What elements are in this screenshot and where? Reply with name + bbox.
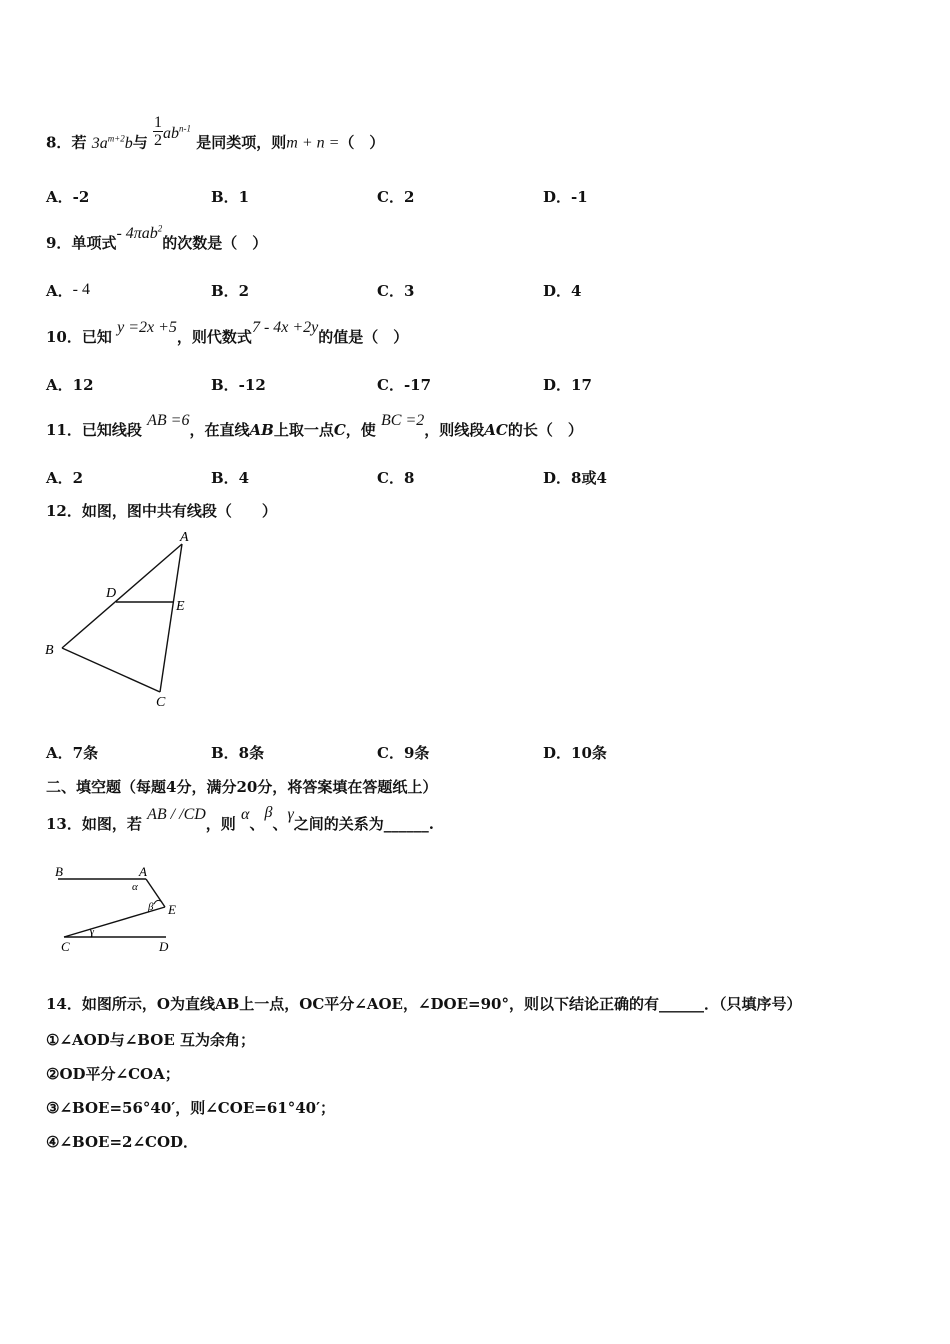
- q12-figure: [40, 524, 200, 714]
- q12-label-b: B: [45, 643, 54, 658]
- q12-option-a: A．7条: [46, 744, 99, 762]
- q13-suffix: 之间的关系为______.: [293, 815, 434, 833]
- q11-point-c: C: [333, 421, 346, 439]
- q11-option-c: C．8: [377, 469, 415, 487]
- q8-monomial-1: $3a^{m+2}b$: [91, 133, 133, 152]
- q13-label-a: A: [139, 864, 147, 879]
- q13-gamma: γ: [287, 806, 294, 823]
- q12-label-d: D: [106, 586, 117, 601]
- q8-option-b: B．1: [211, 188, 250, 206]
- q12-label-a: A: [180, 530, 189, 545]
- q10-mid: ，则代数式: [176, 328, 252, 346]
- q11-number: 11．: [46, 421, 82, 439]
- q11-bc-length: BC =2: [381, 412, 425, 429]
- q9-suffix: 的次数是（ ）: [162, 234, 268, 252]
- q9-option-d: D．4: [543, 282, 582, 300]
- q12-option-d: D．10条: [543, 744, 607, 762]
- q13-beta: β: [264, 804, 273, 821]
- question-9: [46, 223, 268, 253]
- q11-text-1: ，在直线: [189, 421, 250, 439]
- q13-arc-beta: [154, 900, 162, 904]
- q10-expression: 7 - 4x +2y: [251, 319, 319, 336]
- q8-prefix: 若: [71, 133, 87, 152]
- q9-option-a: A．- 4: [46, 281, 90, 300]
- q8-fraction: $\frac{1}{2}$: [154, 114, 163, 149]
- q9-prefix: 单项式: [71, 234, 117, 252]
- q14-statement-4: ④∠BOE=2∠COD．: [46, 1133, 199, 1151]
- q9-monomial: - 4πab$^2$: [116, 223, 163, 242]
- q12-option-b: B．8条: [211, 744, 265, 762]
- q8-suffix: 是同类项，则: [196, 133, 287, 152]
- q10-number: 10．: [46, 328, 82, 346]
- q14-statement-3: ③∠BOE=56°40′，则∠COE=61°40′；: [46, 1099, 336, 1117]
- q12-segment-ab: [62, 544, 182, 648]
- q11-text-4: ，则线段: [424, 421, 485, 439]
- q11-option-a: A．2: [46, 469, 84, 487]
- q11-segment-ac: AC: [484, 421, 508, 439]
- q13-label-gamma: γ: [90, 927, 94, 938]
- q8-option-a: A．-2: [46, 188, 90, 206]
- q11-option-d: D．8或4: [543, 469, 607, 487]
- q12-label-e: E: [176, 599, 185, 614]
- q9-option-c: C．3: [377, 282, 415, 300]
- q9-option-b: B．2: [211, 282, 250, 300]
- q10-option-a: A．12: [46, 376, 94, 394]
- q8-with: 与: [132, 133, 148, 152]
- q14-statement-1: ①∠AOD与∠BOE 互为余角；: [46, 1031, 255, 1049]
- q12-text: 12．如图，图中共有线段（ ）: [46, 502, 277, 520]
- q12-segment-ac: [160, 544, 182, 692]
- q10-prefix: 已知: [81, 328, 112, 346]
- q11-ab-length: AB =6: [147, 412, 190, 429]
- q8-option-d: D．-1: [543, 188, 588, 206]
- q10-suffix: 的值是（ ）: [318, 328, 409, 346]
- q10-option-b: B．-12: [211, 376, 266, 394]
- section-2-title: 二、填空题（每题4分，满分20分，将答案填在答题纸上）: [46, 778, 438, 796]
- q11-text-2: 上取一点: [273, 421, 334, 439]
- q8-number: 8．: [46, 133, 72, 152]
- question-13: [46, 804, 434, 834]
- question-10: [46, 319, 409, 347]
- q13-sep-2: 、: [272, 815, 288, 833]
- q12-segment-bc: [62, 648, 160, 692]
- q13-label-c: C: [61, 939, 70, 954]
- q13-label-e: E: [168, 902, 176, 917]
- q8-expression: m + n =: [286, 134, 340, 152]
- q13-number: 13．: [46, 815, 82, 833]
- q13-prefix: 如图，若: [81, 815, 142, 833]
- q11-option-b: B．4: [211, 469, 250, 487]
- q10-option-d: D．17: [543, 376, 592, 394]
- q13-label-d: D: [159, 939, 169, 954]
- q13-sep-1: 、: [249, 815, 265, 833]
- question-8: [46, 114, 385, 161]
- q8-option-c: C．2: [377, 188, 415, 206]
- q9-number: 9．: [46, 234, 72, 252]
- q13-then: ，则: [205, 815, 236, 833]
- q8-monomial-2: $ab^{n-1}$: [163, 123, 192, 142]
- q12-label-c: C: [156, 695, 166, 710]
- q13-figure: [50, 862, 190, 957]
- q13-parallel: AB / /CD: [147, 806, 206, 823]
- q10-option-c: C．-17: [377, 376, 432, 394]
- q11-text-3: ，使: [345, 421, 376, 439]
- q13-label-beta: β: [148, 901, 154, 913]
- q14-statement-2: ②OD平分∠COA；: [46, 1065, 180, 1083]
- q10-equation: y =2x +5: [117, 319, 177, 336]
- q12-option-c: C．9条: [377, 744, 430, 762]
- q13-label-b: B: [55, 864, 63, 879]
- q13-label-alpha: α: [132, 881, 138, 893]
- q8-paren: （ ）: [339, 133, 385, 152]
- q14-text: 14．如图所示，O为直线AB上一点，OC平分∠AOE，∠DOE=90°，则以下结论正确的有______．（只填序号）: [46, 995, 802, 1013]
- question-11: [46, 412, 583, 440]
- q13-alpha: α: [241, 806, 250, 823]
- q11-suffix: 的长（ ）: [507, 421, 583, 439]
- q11-line-ab: AB: [249, 421, 274, 439]
- q11-prefix: 已知线段: [81, 421, 142, 439]
